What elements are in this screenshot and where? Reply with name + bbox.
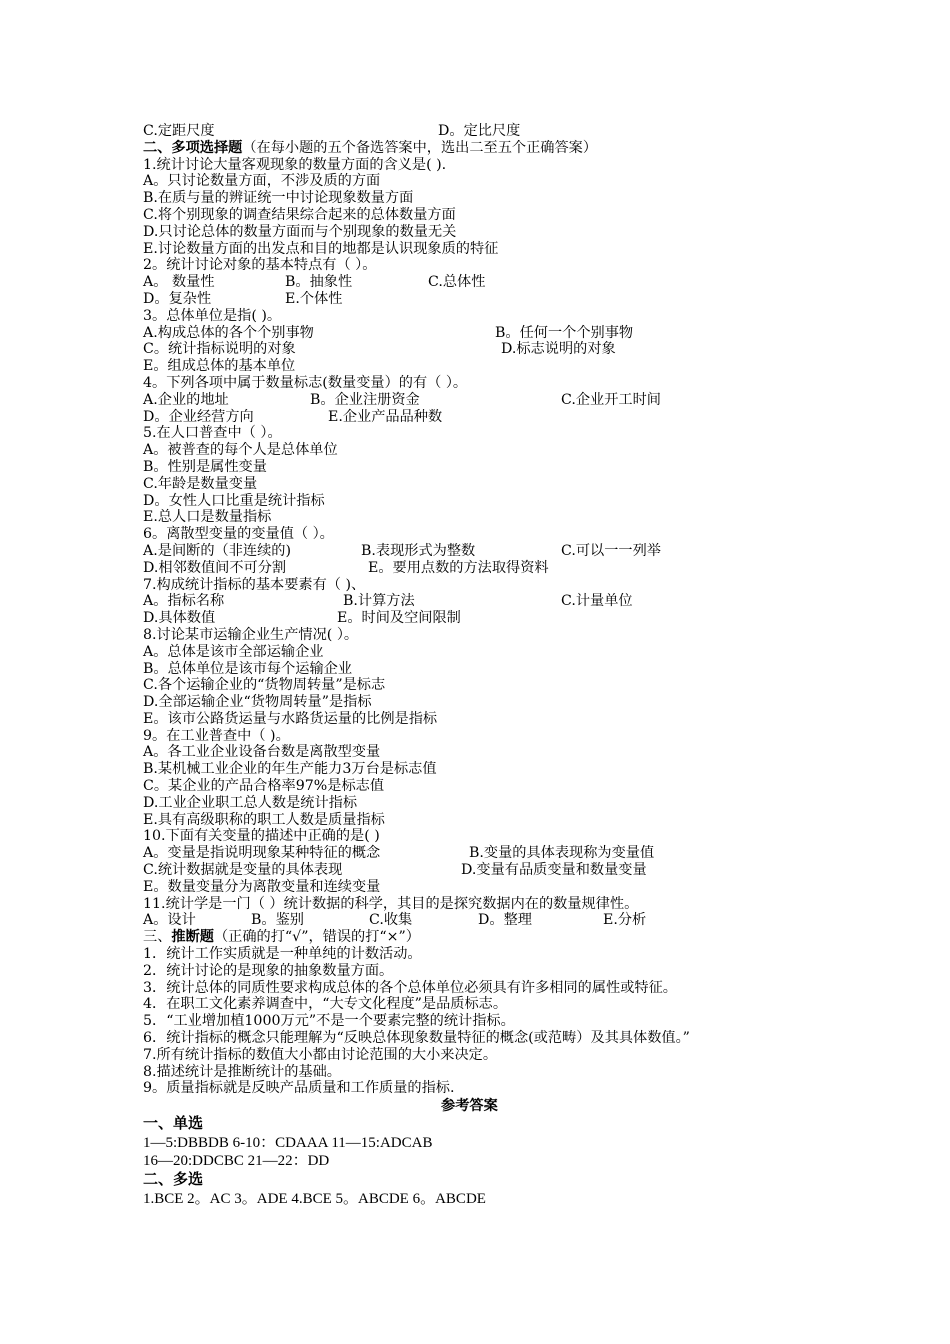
question-text: 8.讨论某市运输企业生产情况( ）。 [143,626,359,643]
question-stem [143,828,843,845]
option-c: C.总体性 [428,274,486,291]
option-a: A。设计 [143,912,196,929]
judgement-item [143,996,843,1013]
option-row [143,123,843,140]
option-b: B.计算方法 [343,593,415,610]
option-c: C.计量单位 [561,593,633,610]
option-row [143,325,843,342]
section-title: 二、多项选择题 [143,139,243,156]
option-row [143,845,843,862]
option-b: B.在质与量的辨证统一中讨论现象数量方面 [143,190,414,207]
option-c: C.定距尺度 [143,123,215,139]
option-row [143,694,843,711]
question-text: 2。统计讨论对象的基本特点有（ ）。 [143,257,377,274]
option-e: E。要用点数的方法取得资料 [368,559,549,576]
option-row [143,677,843,694]
option-row [143,224,843,241]
question-stem [143,627,843,644]
answers-line [143,1134,843,1153]
option-row [143,459,843,476]
option-a: A。只讨论数量方面，不涉及质的方面 [143,173,381,190]
judgement-item [143,1064,843,1081]
option-row [143,241,843,258]
option-row [143,744,843,761]
option-c: C。某企业的产品合格率97%是标志值 [143,778,385,795]
option-d: D.标志说明的对象 [501,341,616,358]
question-stem [143,577,843,594]
option-row [143,476,843,493]
question-text: 10.下面有关变量的描述中正确的是( ) [143,828,380,845]
option-row [143,761,843,778]
option-b: B。总体单位是该市每个运输企业 [143,660,353,677]
question-text: 6。离散型变量的变量值（ ）。 [143,526,334,543]
single-choice-title: 一、单选 [143,1116,204,1133]
item-text: 9。质量指标就是反映产品质量和工作质量的指标. [143,1080,455,1097]
option-row [143,392,843,409]
option-d: D.工业企业职工总人数是统计指标 [143,794,358,811]
judgement-item [143,946,843,963]
option-d: D.只讨论总体的数量方面而与个别现象的数量无关 [143,223,457,240]
option-row [143,543,843,560]
option-b: B.某机械工业企业的年生产能力3万台是标志值 [143,761,437,778]
answers-section-title [143,1115,843,1134]
option-row [143,862,843,879]
item-text: 7.所有统计指标的数值大小都由讨论范围的大小来决定。 [143,1046,498,1063]
option-d: D。复杂性 [143,290,212,307]
option-row [143,493,843,510]
question-text: 4。下列各项中属于数量标志(数量变量）的有（ ）。 [143,374,468,391]
answers-heading [143,1097,843,1115]
judgement-item [143,1047,843,1064]
option-row [143,711,843,728]
question-text: 3。总体单位是指( )。 [143,307,282,324]
option-d: D.变量有品质变量和数量变量 [461,862,647,879]
option-row [143,274,843,291]
option-row [143,409,843,426]
item-text: 1．统计工作实质就是一种单纯的计数活动。 [143,946,422,963]
question-text: 11.统计学是一门（ ）统计数据的科学，其目的是探究数据内在的数量规律性。 [143,895,639,912]
judgement-item [143,1013,843,1030]
item-text: 5．“工业增加植1000万元”不是一个要素完整的统计指标。 [143,1013,515,1030]
item-text: 4．在职工文化素养调查中，“大专文化程度”是品质标志。 [143,996,508,1013]
option-d: D。整理 [478,912,532,929]
option-e: E。该市公路货运量与水路货运量的比例是指标 [143,710,438,727]
option-d: D.全部运输企业“货物周转量”是指标 [143,694,372,711]
option-row [143,644,843,661]
item-text: 6．统计指标的概念只能理解为“反映总体现象数量特征的概念(或范畴）及其具体数值。” [143,1030,690,1047]
option-b: B。性别是属性变量 [143,458,267,475]
section-heading [143,140,843,157]
section-title: 推断题 [171,929,214,946]
option-row [143,812,843,829]
option-a: A。各工业企业设备台数是离散型变量 [143,744,381,761]
option-a: A.是间断的（非连续的) [143,542,291,559]
option-row [143,610,843,627]
item-text: 3．统计总体的同质性要求构成总体的各个总体单位必须具有许多相同的属性或特征。 [143,979,677,996]
option-e: E.总人口是数量指标 [143,509,272,526]
answer-text: 1—5:DBBDB 6-10：CDAAA 11—15:ADCAB [143,1134,433,1151]
question-text: 5.在人口普查中（ ）。 [143,425,282,442]
option-d: D.具体数值 [143,610,216,627]
option-row [143,173,843,190]
answer-text: 16—20:DDCBC 21—22：DD [143,1153,330,1170]
option-row [143,207,843,224]
option-b: B。企业注册资金 [310,391,420,408]
option-a: A.企业的地址 [143,391,229,408]
section-heading [143,929,843,946]
option-c: C.企业开工时间 [561,391,661,408]
option-row [143,661,843,678]
option-a: A.构成总体的各个个别事物 [143,324,314,341]
question-stem [143,425,843,442]
option-b: B。鉴别 [251,912,304,929]
document-page [143,123,843,1208]
option-a: A。变量是指说明现象某种特征的概念 [143,845,381,862]
judgement-item [143,980,843,997]
option-row [143,358,843,375]
option-row [143,879,843,896]
option-e: E.个体性 [285,290,343,307]
option-row [143,509,843,526]
option-e: E。组成总体的基本单位 [143,358,296,375]
question-stem [143,157,843,174]
option-row [143,341,843,358]
option-a: A。总体是该市全部运输企业 [143,643,324,660]
question-stem [143,257,843,274]
option-b: B.表现形式为整数 [361,542,476,559]
option-b: B.变量的具体表现称为变量值 [469,845,655,862]
question-stem [143,375,843,392]
judgement-item [143,1080,843,1097]
option-a: A。 数量性 [143,274,215,291]
multi-choice-title: 二、多选 [143,1172,204,1188]
option-c: C.可以一一列举 [561,542,661,559]
option-e: E。数量变量分为离散变量和连续变量 [143,878,381,895]
option-d: D。企业经营方向 [143,408,254,425]
option-row [143,912,843,929]
option-c: C。统计指标说明的对象 [143,341,296,358]
item-text: 2．统计讨论的是现象的抽象数量方面。 [143,962,394,979]
option-e: E。时间及空间限制 [337,610,461,627]
question-text: 7.构成统计指标的基本要素有（ )、 [143,576,366,593]
option-b: B。抽象性 [285,274,353,291]
judgement-item [143,1030,813,1047]
section-instruction: （在每小题的五个备选答案中，选出二至五个正确答案） [242,139,598,156]
option-e: E.具有高级职称的职工人数是质量指标 [143,811,385,828]
option-row [143,593,843,610]
section-prefix: 三、 [143,929,172,946]
question-stem [143,308,843,325]
option-row [143,442,843,459]
option-e: E.分析 [603,912,647,929]
question-stem [143,728,843,745]
option-e: E.企业产品品种数 [328,408,443,425]
answer-text: 1.BCE 2。AC 3。ADE 4.BCE 5。ABCDE 6。ABCDE [143,1190,486,1207]
question-text: 1.统计讨论大量客观现象的数量方面的含义是( ). [143,156,447,173]
option-row [143,778,843,795]
option-row [143,795,843,812]
option-row [143,190,843,207]
question-stem [143,526,843,543]
option-d: D.相邻数值间不可分割 [143,559,287,576]
item-text: 8.描述统计是推断统计的基础。 [143,1063,341,1080]
option-row [143,560,843,577]
option-row [143,291,843,308]
answers-section-title [143,1171,843,1190]
option-e: E.讨论数量方面的出发点和目的地都是认识现象质的特征 [143,240,499,257]
option-c: C.各个运输企业的“货物周转量”是标志 [143,677,386,694]
option-a: A。指标名称 [143,593,225,610]
option-b: B。任何一个个别事物 [495,324,634,341]
answers-line [143,1152,843,1171]
section-instruction: （正确的打“√”，错误的打“×”） [213,929,420,946]
option-d: D。女性人口比重是统计指标 [143,492,325,509]
option-c: C.年龄是数量变量 [143,475,258,492]
option-c: C.将个别现象的调查结果综合起来的总体数量方面 [143,206,456,223]
answers-title: 参考答案 [441,1098,498,1115]
option-a: A。被普查的每个人是总体单位 [143,442,338,459]
option-c: C.统计数据就是变量的具体表现 [143,862,343,879]
option-c: C.收集 [369,912,413,929]
judgement-item [143,963,843,980]
answers-line [143,1190,843,1209]
option-d: D。定比尺度 [438,123,521,139]
question-text: 9。在工业普查中（ )。 [143,727,290,744]
question-stem [143,896,843,913]
